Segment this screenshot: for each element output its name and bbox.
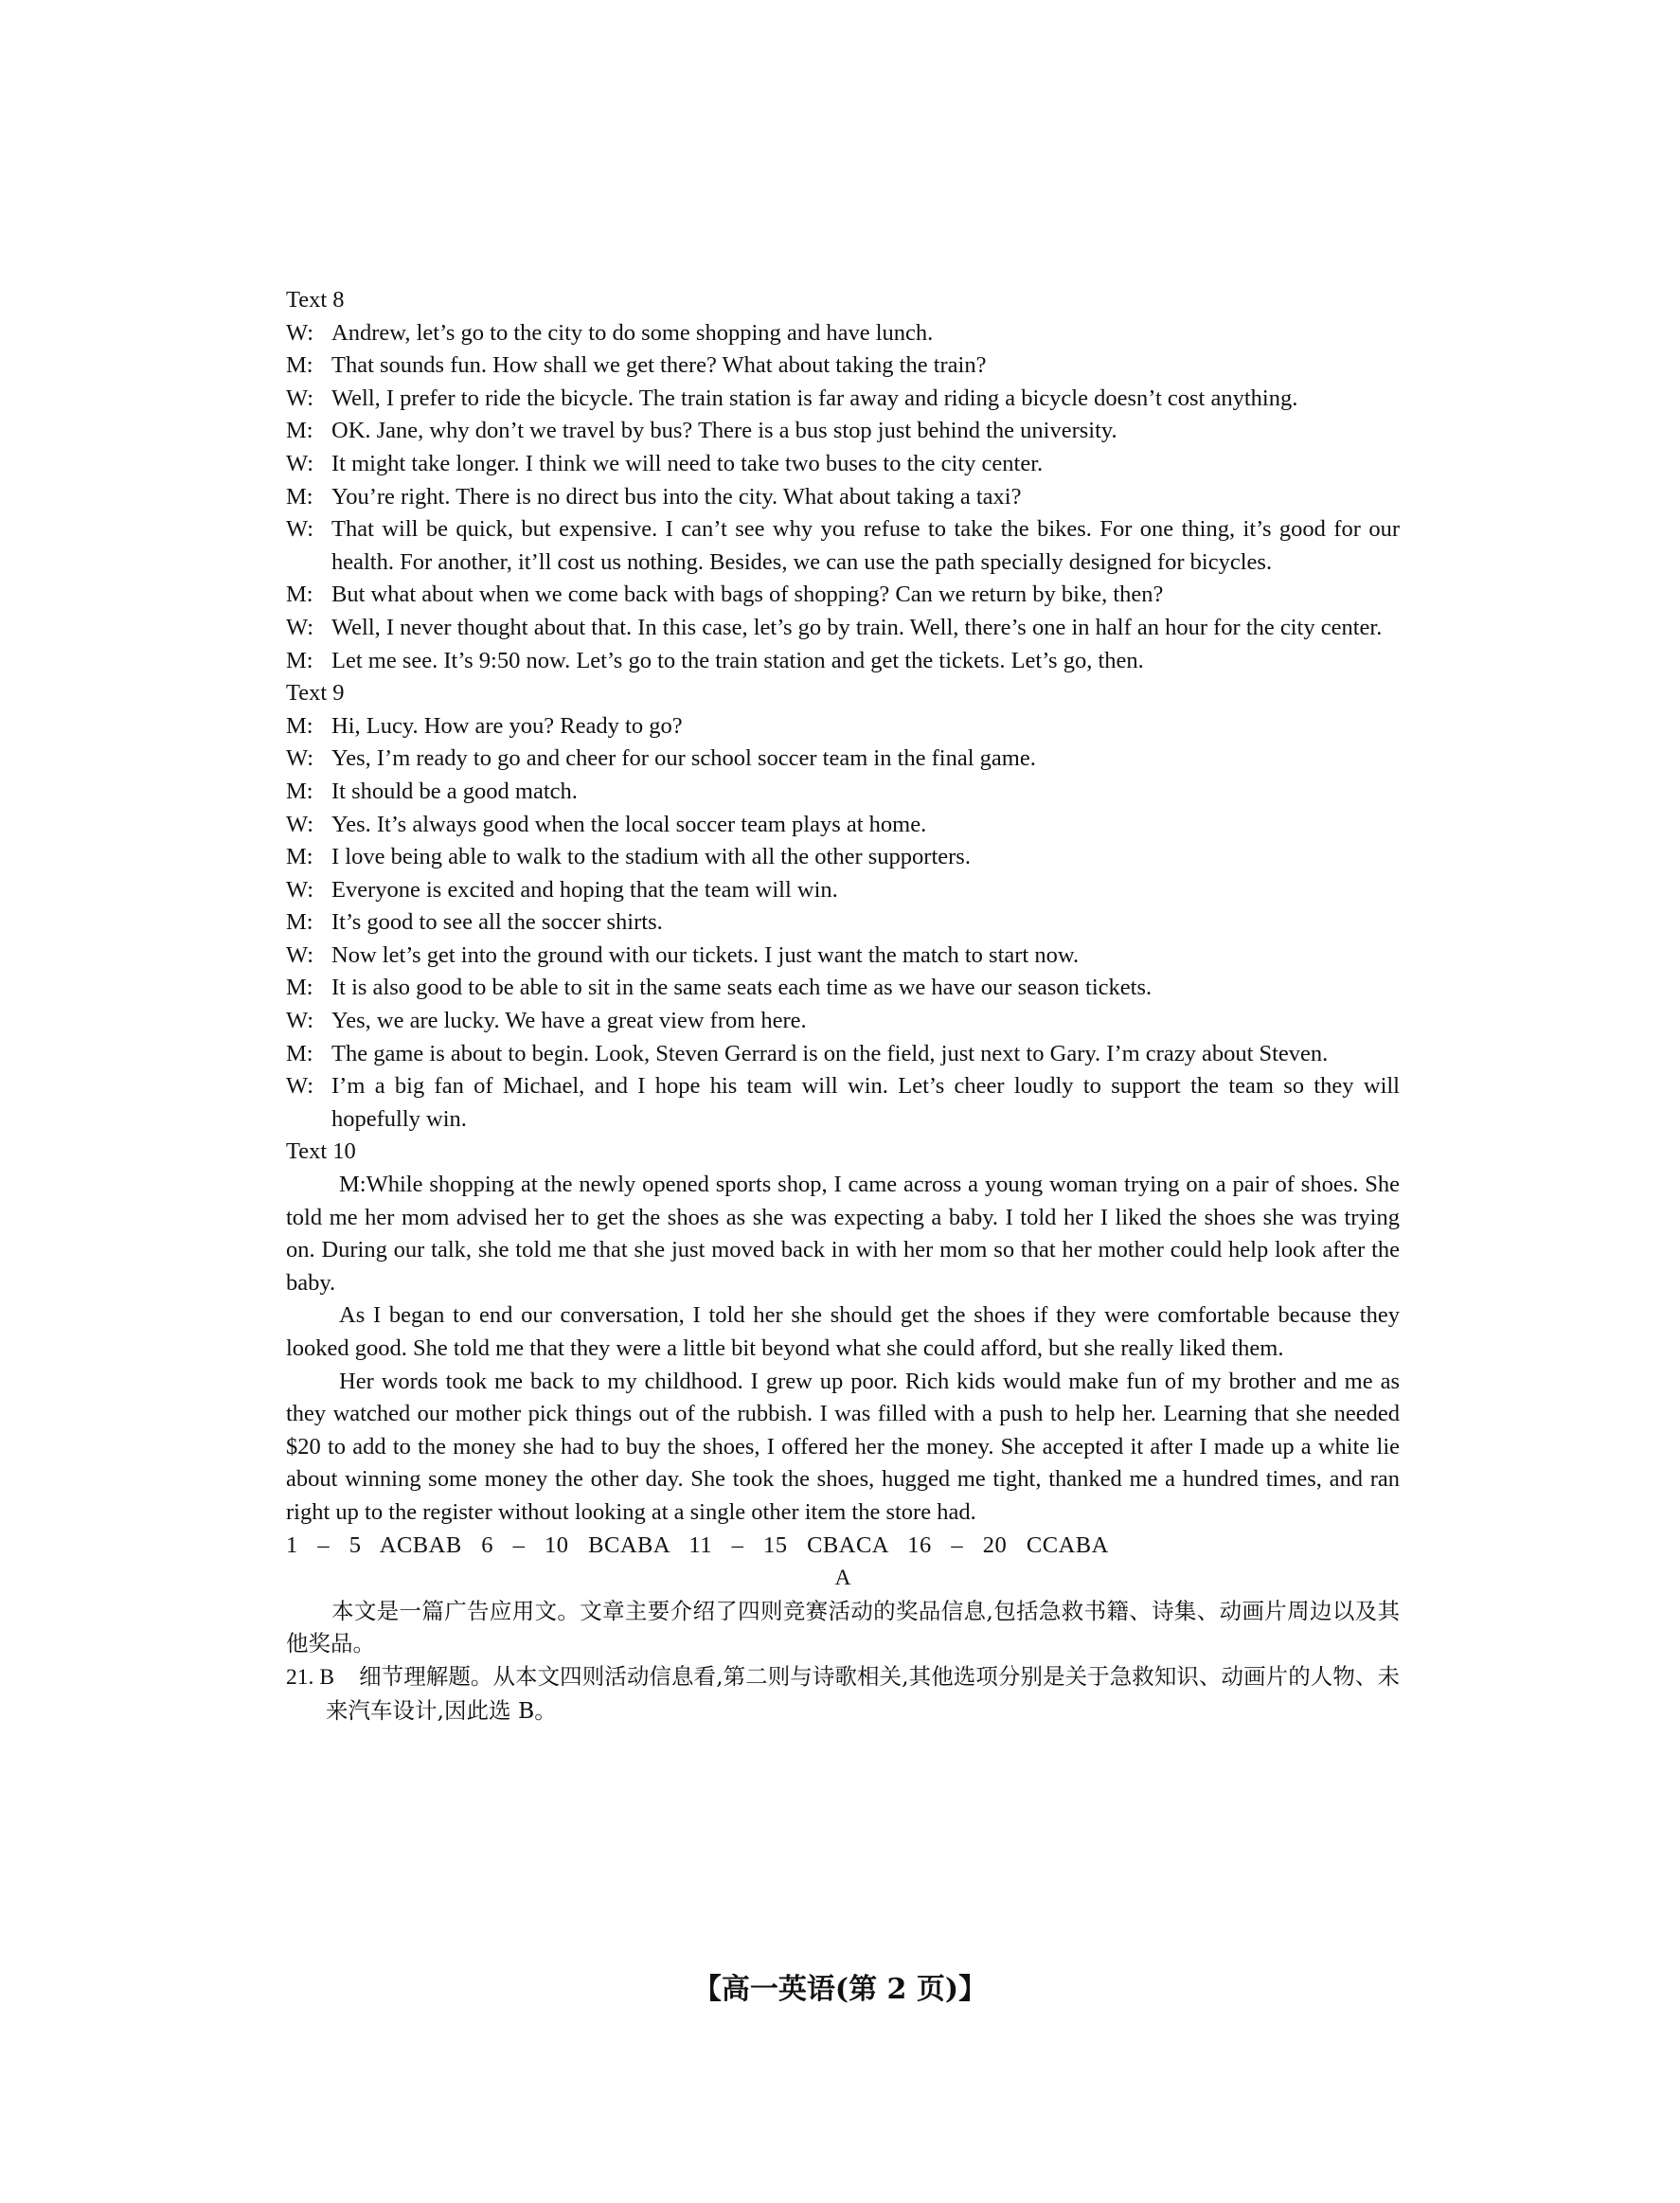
line-text: That sounds fun. How shall we get there? What about taking the train?: [331, 352, 987, 379]
line-text: Hi, Lucy. How are you? Ready to go?: [331, 712, 683, 739]
line-text: You’re right. There is no direct bus into the city. What about taking a taxi?: [331, 483, 1022, 510]
line-text: That will be quick, but expensive. I can’t see why you refuse to take the bikes. For one thing, it’s good for our health. For another, it’ll cost us nothing. Besides, we can use the path specially designed for bicycles.: [331, 516, 1400, 575]
monologue-paragraph: M:While shopping at the newly opened sports shop, I came across a young woman trying on a pair of shoes. She told me her mom advised her to get the shoes as she was expecting a baby. I told her I liked the shoes she was trying on. During our talk, she told me that she just moved back in with her mom so that her mother could help look after the baby.: [286, 1172, 1400, 1296]
page-footer: 【高一英语(第 2 页)】: [692, 1973, 988, 2006]
speaker-label: M:: [286, 712, 313, 739]
line-text: But what about when we come back with bags of shopping? Can we return by bike, then?: [331, 582, 1164, 608]
line-text: Let me see. It’s 9:50 now. Let’s go to the train station and get the tickets. Let’s go, then.: [331, 647, 1144, 673]
dialogue-line: [286, 972, 1400, 1005]
dialogue-line: [286, 1005, 1400, 1038]
dialogue-line: [286, 776, 1400, 809]
line-text: OK. Jane, why don’t we travel by bus? There is a bus stop just behind the university.: [331, 418, 1117, 444]
dialogue-line: [286, 579, 1400, 612]
explanation-text: 细节理解题。从本文四则活动信息看,第二则与诗歌相关,其他选项分别是关于急救知识、动画片的人物、未来汽车设计,因此选 B。: [326, 1662, 1400, 1724]
speaker-label: W:: [286, 1008, 314, 1034]
line-text: I love being able to walk to the stadium with all the other supporters.: [331, 844, 971, 870]
dialogue-line: [286, 940, 1400, 973]
line-text: Yes, I’m ready to go and cheer for our school soccer team in the final game.: [331, 745, 1036, 772]
line-text: Yes. It’s always good when the local soccer team plays at home.: [331, 811, 927, 837]
line-text: Andrew, let’s go to the city to do some shopping and have lunch.: [331, 319, 934, 346]
line-text: Well, I prefer to ride the bicycle. The train station is far away and riding a bicycle doesn’t cost anything.: [331, 385, 1298, 411]
speaker-label: M:: [286, 483, 313, 510]
dialogue-line: [286, 743, 1400, 776]
speaker-label: M:: [286, 778, 313, 804]
passage-summary: 本文是一篇广告应用文。文章主要介绍了四则竞赛活动的奖品信息,包括急救书籍、诗集、动画片周边以及其他奖品。: [286, 1597, 1400, 1657]
dialogue-line: [286, 809, 1400, 842]
question-explanation: [286, 1660, 1400, 1727]
dialogue-line: [286, 317, 1400, 350]
dialogue-line: [286, 383, 1400, 416]
line-text: Now let’s get into the ground with our tickets. I just want the match to start now.: [331, 941, 1080, 968]
monologue-paragraph: Her words took me back to my childhood. I grew up poor. Rich kids would make fun of my brother and me as they watched our mother pick things out of the rubbish. I was filled with a push to help her. Learning that she needed $20 to add to the money she had to buy the shoes, I offered her the money. She accepted it after I made up a white lie about winning some money the other day. She took the shoes, hugged me tight, thanked me a hundred times, and ran right up to the register without looking at a single other item the store had.: [286, 1368, 1400, 1525]
line-text: It should be a good match.: [331, 778, 578, 804]
dialogue-line: [286, 1070, 1400, 1136]
dialogue-line: [286, 874, 1400, 907]
dialogue-line: [286, 612, 1400, 645]
speaker-label: W:: [286, 876, 314, 903]
speaker-label: W:: [286, 811, 314, 837]
speaker-label: M:: [286, 975, 313, 1001]
dialogue: [286, 710, 1400, 1137]
speaker-label: W:: [286, 450, 314, 476]
text9-section: [286, 677, 1400, 1136]
dialogue-line: [286, 710, 1400, 743]
speaker-label: W:: [286, 1073, 314, 1100]
dialogue-line: [286, 481, 1400, 514]
speaker-label: M:: [286, 844, 313, 870]
reading-section-a: [286, 1562, 1400, 1727]
dialogue-line: [286, 513, 1400, 579]
dialogue-line: [286, 841, 1400, 874]
section-heading: Text 10: [286, 1138, 356, 1165]
line-text: Everyone is excited and hoping that the team will win.: [331, 876, 838, 903]
speaker-label: W:: [286, 745, 314, 772]
monologue-paragraph: As I began to end our conversation, I told her she should get the shoes if they were comfortable because they looked good. She told me that they were a little bit beyond what she could afford, but she really liked them.: [286, 1302, 1400, 1361]
speaker-label: M:: [286, 909, 313, 936]
line-text: The game is about to begin. Look, Steven Gerrard is on the field, just next to Gary. I’m crazy about Steven.: [331, 1040, 1329, 1066]
speaker-label: M:: [286, 352, 313, 379]
dialogue-line: [286, 906, 1400, 940]
speaker-label: M:: [286, 1040, 313, 1066]
speaker-label: M:: [286, 582, 313, 608]
speaker-label: M:: [286, 647, 313, 673]
speaker-label: W:: [286, 516, 314, 543]
line-text: Yes, we are lucky. We have a great view from here.: [331, 1008, 807, 1034]
speaker-label: W:: [286, 614, 314, 640]
speaker-label: W:: [286, 319, 314, 346]
text10-section: [286, 1136, 1400, 1529]
speaker-label: W:: [286, 941, 314, 968]
section-letter: A: [834, 1566, 851, 1591]
dialogue-line: [286, 448, 1400, 481]
speaker-label: W:: [286, 385, 314, 411]
document-body: [286, 284, 1400, 1727]
line-text: It’s good to see all the soccer shirts.: [331, 909, 663, 936]
dialogue-line: [286, 1038, 1400, 1071]
line-text: It might take longer. I think we will need to take two buses to the city center.: [331, 450, 1044, 476]
line-text: It is also good to be able to sit in the same seats each time as we have our season tickets.: [331, 975, 1153, 1001]
dialogue-line: [286, 349, 1400, 383]
dialogue-line: [286, 645, 1400, 678]
answer-key: 1 – 5 ACBAB 6 – 10 BCABA 11 – 15 CBACA 16 – 20 CCABA: [286, 1531, 1109, 1558]
dialogue-line: [286, 415, 1400, 448]
section-heading: Text 8: [286, 287, 345, 313]
speaker-label: M:: [286, 418, 313, 444]
dialogue: [286, 317, 1400, 678]
section-heading: Text 9: [286, 680, 345, 707]
question-number: 21. B: [286, 1664, 334, 1690]
text8-section: [286, 284, 1400, 677]
line-text: I’m a big fan of Michael, and I hope his team will win. Let’s cheer loudly to support the team so they will hopefully win.: [331, 1073, 1400, 1132]
line-text: Well, I never thought about that. In this case, let’s go by train. Well, there’s one in half an hour for the city center.: [331, 614, 1383, 640]
